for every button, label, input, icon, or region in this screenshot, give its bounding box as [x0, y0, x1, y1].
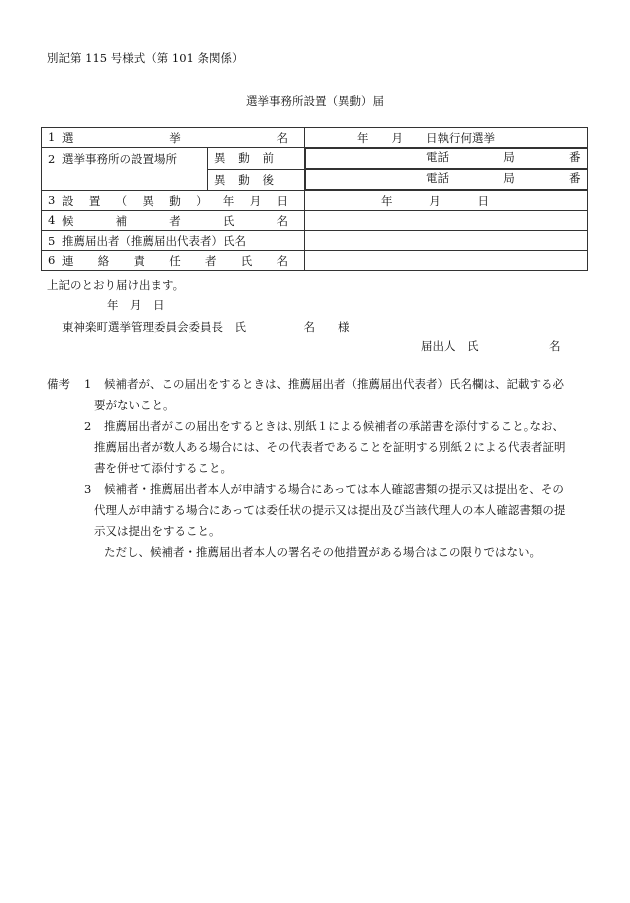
submitter-name-label: 名: [549, 339, 561, 353]
value-setup-date[interactable]: 年 月 日: [305, 191, 588, 211]
remark-item-3: 候補者・推薦届出者本人が申請する場合にあっては本人確認書類の提示又は提出を、その 代理人が申請する場合にあっては委任状の提示又は提出及び当該代理人の本人確認書類の提 示又は提出をすること。: [94, 482, 566, 538]
table-row-recommender: [42, 231, 588, 251]
label-before-change: 異 動 前: [208, 148, 305, 170]
label-candidate-name: 4 候 補 者 氏 名: [42, 211, 305, 231]
notice-text: 上記のとおり届け出ます。: [47, 278, 185, 292]
submission-date: 年 月 日: [107, 298, 165, 312]
table-row-candidate: [42, 211, 588, 231]
table-row-contact: [42, 251, 588, 271]
page-title: 選挙事務所設置（異動）届: [246, 94, 384, 108]
remarks-heading: 備考: [47, 377, 70, 391]
remark-number: 2: [84, 419, 92, 433]
value-election[interactable]: 年 月 日執行何選挙: [305, 128, 588, 148]
submitter-label: 届出人 氏: [421, 339, 479, 353]
recipient-line: 東神楽町選挙管理委員会委員長 氏 名 様: [62, 320, 350, 334]
value-candidate-name[interactable]: [305, 211, 588, 231]
form-reference: 別記第 115 号様式（第 101 条関係）: [47, 51, 244, 65]
remark-proviso: ただし、候補者・推薦届出者本人の署名その他措置がある場合はこの限りではない。: [104, 545, 541, 559]
phone-before[interactable]: 電話 局 番: [305, 148, 588, 169]
label-recommender: 5 推薦届出者（推薦届出代表者）氏名: [42, 231, 305, 251]
table-row-setup-date: [42, 191, 588, 211]
application-table: [41, 127, 588, 271]
label-location: 2 選挙事務所の設置場所: [42, 148, 208, 191]
table-row-location-before: [42, 148, 588, 170]
remark-item-2: 推薦届出者がこの届出をするときは､別紙１による候補者の承諾書を添付すること｡なお、 推薦届出者が数人ある場合には、その代表者であることを証明する別紙２による代表者証明 書を併せて添付すること。: [94, 419, 566, 475]
table-row-election: [42, 128, 588, 148]
label-setup-date: 3 設 置 （ 異 動 ） 年 月 日: [42, 191, 305, 211]
remark-number: 3: [84, 482, 92, 496]
label-after-change: 異 動 後: [208, 169, 305, 191]
label-election: 1 選 挙 名: [42, 128, 305, 148]
value-recommender[interactable]: [305, 231, 588, 251]
label-contact-person: 6 連 絡 責 任 者 氏 名: [42, 251, 305, 271]
remark-number: 1: [84, 377, 92, 391]
remark-item-1: 候補者が、この届出をするときは、推薦届出者（推薦届出代表者）氏名欄は、記載する必 要がないこと。: [94, 377, 564, 412]
value-contact-person[interactable]: [305, 251, 588, 271]
phone-after[interactable]: 電話 局 番: [305, 169, 588, 190]
